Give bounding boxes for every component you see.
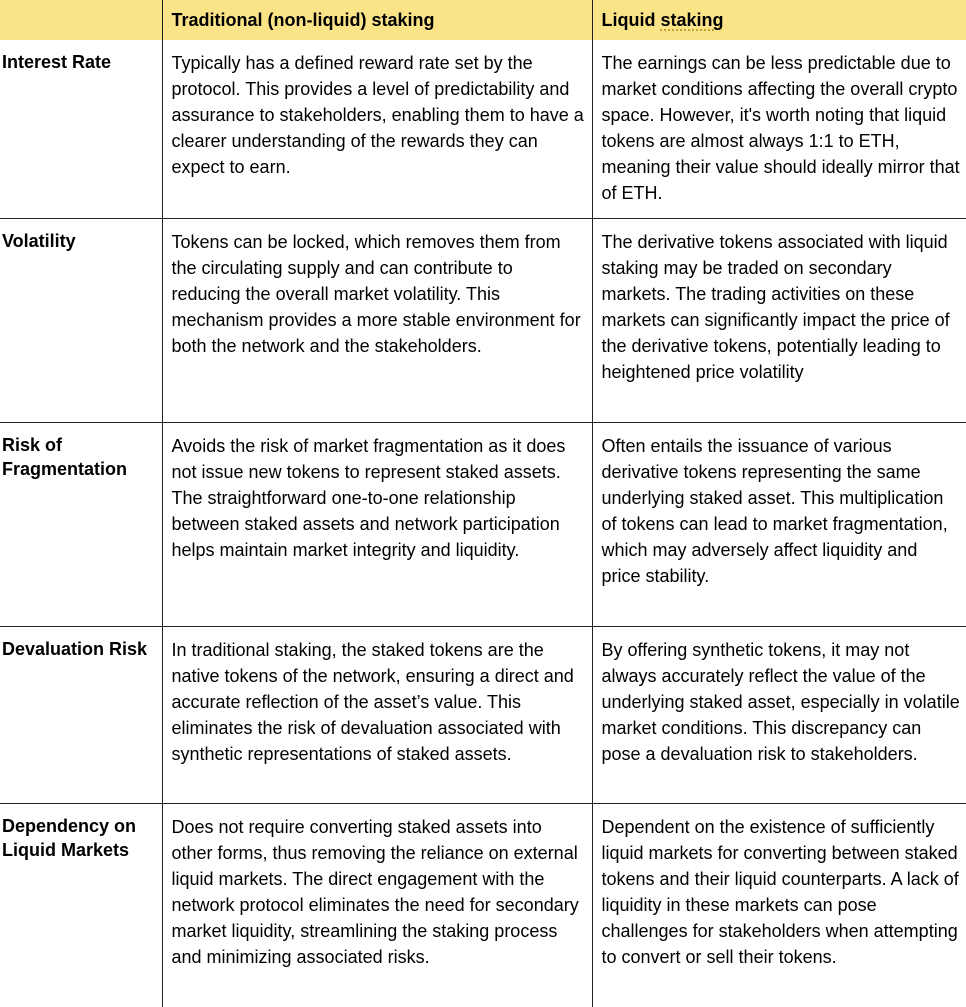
row-label-devaluation-risk: Devaluation Risk	[0, 627, 162, 804]
cell-traditional-volatility: Tokens can be locked, which removes them from the circulating supply and can contribute to reducing the overall market volatility. This mechanism provides a more stable environment for both the network and the stakeholders.	[162, 219, 592, 423]
row-label-risk-of-fragmentation: Risk of Fragmentation	[0, 423, 162, 627]
header-liquid-word: staking	[660, 10, 724, 30]
row-label-volatility: Volatility	[0, 219, 162, 423]
cell-traditional-fragmentation: Avoids the risk of market fragmentation as it does not issue new tokens to represent staked assets. The straightforward one-to-one relationship between staked assets and network participation helps maintain market integrity and liquidity.	[162, 423, 592, 627]
cell-liquid-devaluation: By offering synthetic tokens, it may not always accurately reflect the value of the underlying staked asset, especially in volatile market conditions. This discrepancy can pose a devaluation risk to stakeholders.	[592, 627, 966, 804]
cell-liquid-dependency: Dependent on the existence of sufficiently liquid markets for converting between staked tokens and their liquid counterparts. A lack of liquidity in these markets can pose challenges for stakeholders when attempting to convert or sell their tokens.	[592, 804, 966, 1007]
table-row	[0, 40, 966, 219]
cell-traditional-interest-rate: Typically has a defined reward rate set by the protocol. This provides a level of predictability and assurance to stakeholders, enabling them to have a clearer understanding of the rewards they can expect to earn.	[162, 40, 592, 219]
cell-traditional-devaluation: In traditional staking, the staked tokens are the native tokens of the network, ensuring a direct and accurate reflection of the asset’s value. This eliminates the risk of devaluation associated with synthetic representations of staked assets.	[162, 627, 592, 804]
cell-liquid-volatility: The derivative tokens associated with liquid staking may be traded on secondary markets. The trading activities on these markets can significantly impact the price of the derivative tokens, potentially leading to heightened price volatility	[592, 219, 966, 423]
table-row	[0, 219, 966, 423]
cell-liquid-fragmentation: Often entails the issuance of various derivative tokens representing the same underlying staked asset. This multiplication of tokens can lead to market fragmentation, which may adversely affect liquidity and price stability.	[592, 423, 966, 627]
table-row	[0, 804, 966, 1007]
cell-traditional-dependency: Does not require converting staked assets into other forms, thus removing the reliance on external liquid markets. The direct engagement with the network protocol eliminates the need for secondary market liquidity, streamlining the staking process and minimizing associated risks.	[162, 804, 592, 1007]
header-liquid-prefix: Liquid	[601, 10, 661, 30]
header-traditional-staking: Traditional (non-liquid) staking	[162, 0, 592, 40]
table-row	[0, 627, 966, 804]
header-row	[0, 0, 966, 40]
table-row	[0, 423, 966, 627]
header-corner-cell	[0, 0, 162, 40]
row-label-dependency-on-liquid-markets: Dependency on Liquid Markets	[0, 804, 162, 1007]
row-label-interest-rate: Interest Rate	[0, 40, 162, 219]
cell-liquid-interest-rate: The earnings can be less predictable due to market conditions affecting the overall crypto space. However, it's worth noting that liquid tokens are almost always 1:1 to ETH, meaning their value should ideally mirror that of ETH.	[592, 40, 966, 219]
header-liquid-staking	[592, 0, 966, 40]
